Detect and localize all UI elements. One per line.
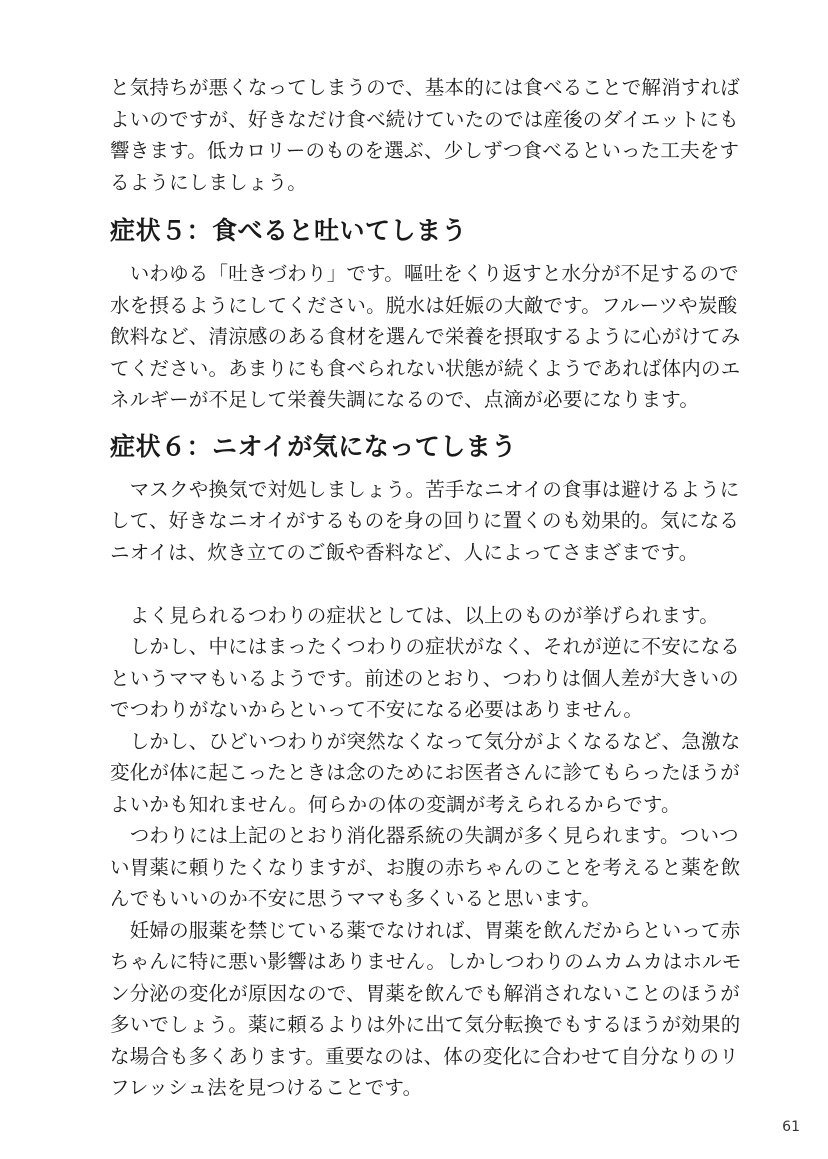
text-line: して、好きなニオイがするものを身の回りに置くのも効果的。気になる (110, 509, 740, 532)
text-line: マスクや換気で対処しましょう。苦手なニオイの食事は避けるように (110, 477, 740, 501)
text-line: フレッシュ法を見つけることです。 (110, 1076, 423, 1099)
text-line: よいかも知れません。何らかの体の変調が考えられるからです。 (110, 792, 681, 816)
page-number: 61 (782, 1119, 800, 1135)
section-heading-symptom-5: 症状５：食べると吐いてしまう (110, 216, 468, 245)
text-line: ネルギーが不足して栄養失調になるので、点滴が必要になります。 (110, 388, 700, 411)
text-line: 飲料など、清涼感のある食材を選んで栄養を摂取するように心がけてみ (110, 325, 741, 348)
text-line: 多いでしょう。薬に頼るよりは外に出て気分転換でもするほうが効果的 (110, 1013, 741, 1036)
text-line: 水を摂るようにしてください。脱水は妊娠の大敵です。フルーツや炭酸 (110, 293, 738, 317)
text-line: よく見られるつわりの症状としては、以上のものが挙げられます。 (110, 603, 719, 627)
text-line: 響きます。低カロリーのものを選ぶ、少しずつ食べるといった工夫をす (110, 139, 740, 162)
text-line: ちゃんに特に悪い影響はありません。しかしつわりのムカムカはホルモ (110, 950, 742, 973)
closing-paragraphs (110, 600, 750, 1104)
text-line: というママもいるようです。前述のとおり、つわりは個人差が大きいの (110, 666, 739, 690)
section-heading-symptom-6: 症状６：ニオイが気になってしまう (110, 431, 517, 461)
text-line: るようにしましょう。 (110, 170, 308, 194)
section-5-paragraph (110, 258, 750, 416)
intro-paragraph (110, 72, 750, 198)
text-line: よいのですが、好きなだけ食べ続けていたのでは産後のダイエットにも (110, 107, 739, 131)
text-line: てください。あまりにも食べられない状態が続くようであれば体内のエ (110, 356, 741, 380)
page-body (110, 72, 750, 1104)
text-line: な場合も多くあります。重要なのは、体の変化に合わせて自分なりのリ (110, 1044, 739, 1068)
text-line: つわりには上記のとおり消化器系統の失調が多く見られます。ついつ (110, 824, 739, 847)
text-line: と気持ちが悪くなってしまうので、基本的には食べることで解消すれば (110, 76, 741, 99)
text-line: しかし、ひどいつわりが突然なくなって気分がよくなるなど、急激な (110, 729, 741, 753)
text-line: い胃薬に頼りたくなりますが、お腹の赤ちゃんのことを考えると薬を飲 (110, 855, 741, 879)
text-line: ニオイは、炊き立てのご飯や香料など、人によってさまざまです。 (110, 540, 699, 564)
text-line: んでもいいのか不安に思うママも多くいると思います。 (110, 887, 601, 910)
text-line: でつわりがないからといって不安になる必要はありません。 (110, 698, 644, 721)
text-line: 妊婦の服薬を禁じている薬でなければ、胃薬を飲んだからといって赤 (110, 918, 741, 942)
text-line: いわゆる「吐きづわり」です。嘔吐をくり返すと水分が不足するので (110, 262, 739, 285)
section-6-paragraph (110, 474, 750, 569)
text-line: ン分泌の変化が原因なので、胃薬を飲んでも解消されないことのほうが (110, 981, 741, 1005)
paragraph-spacer (110, 568, 750, 600)
text-line: 変化が体に起こったときは念のためにお医者さんに診てもらったほうが (110, 761, 741, 784)
text-line: しかし、中にはまったくつわりの症状がなく、それが逆に不安になる (110, 635, 741, 658)
